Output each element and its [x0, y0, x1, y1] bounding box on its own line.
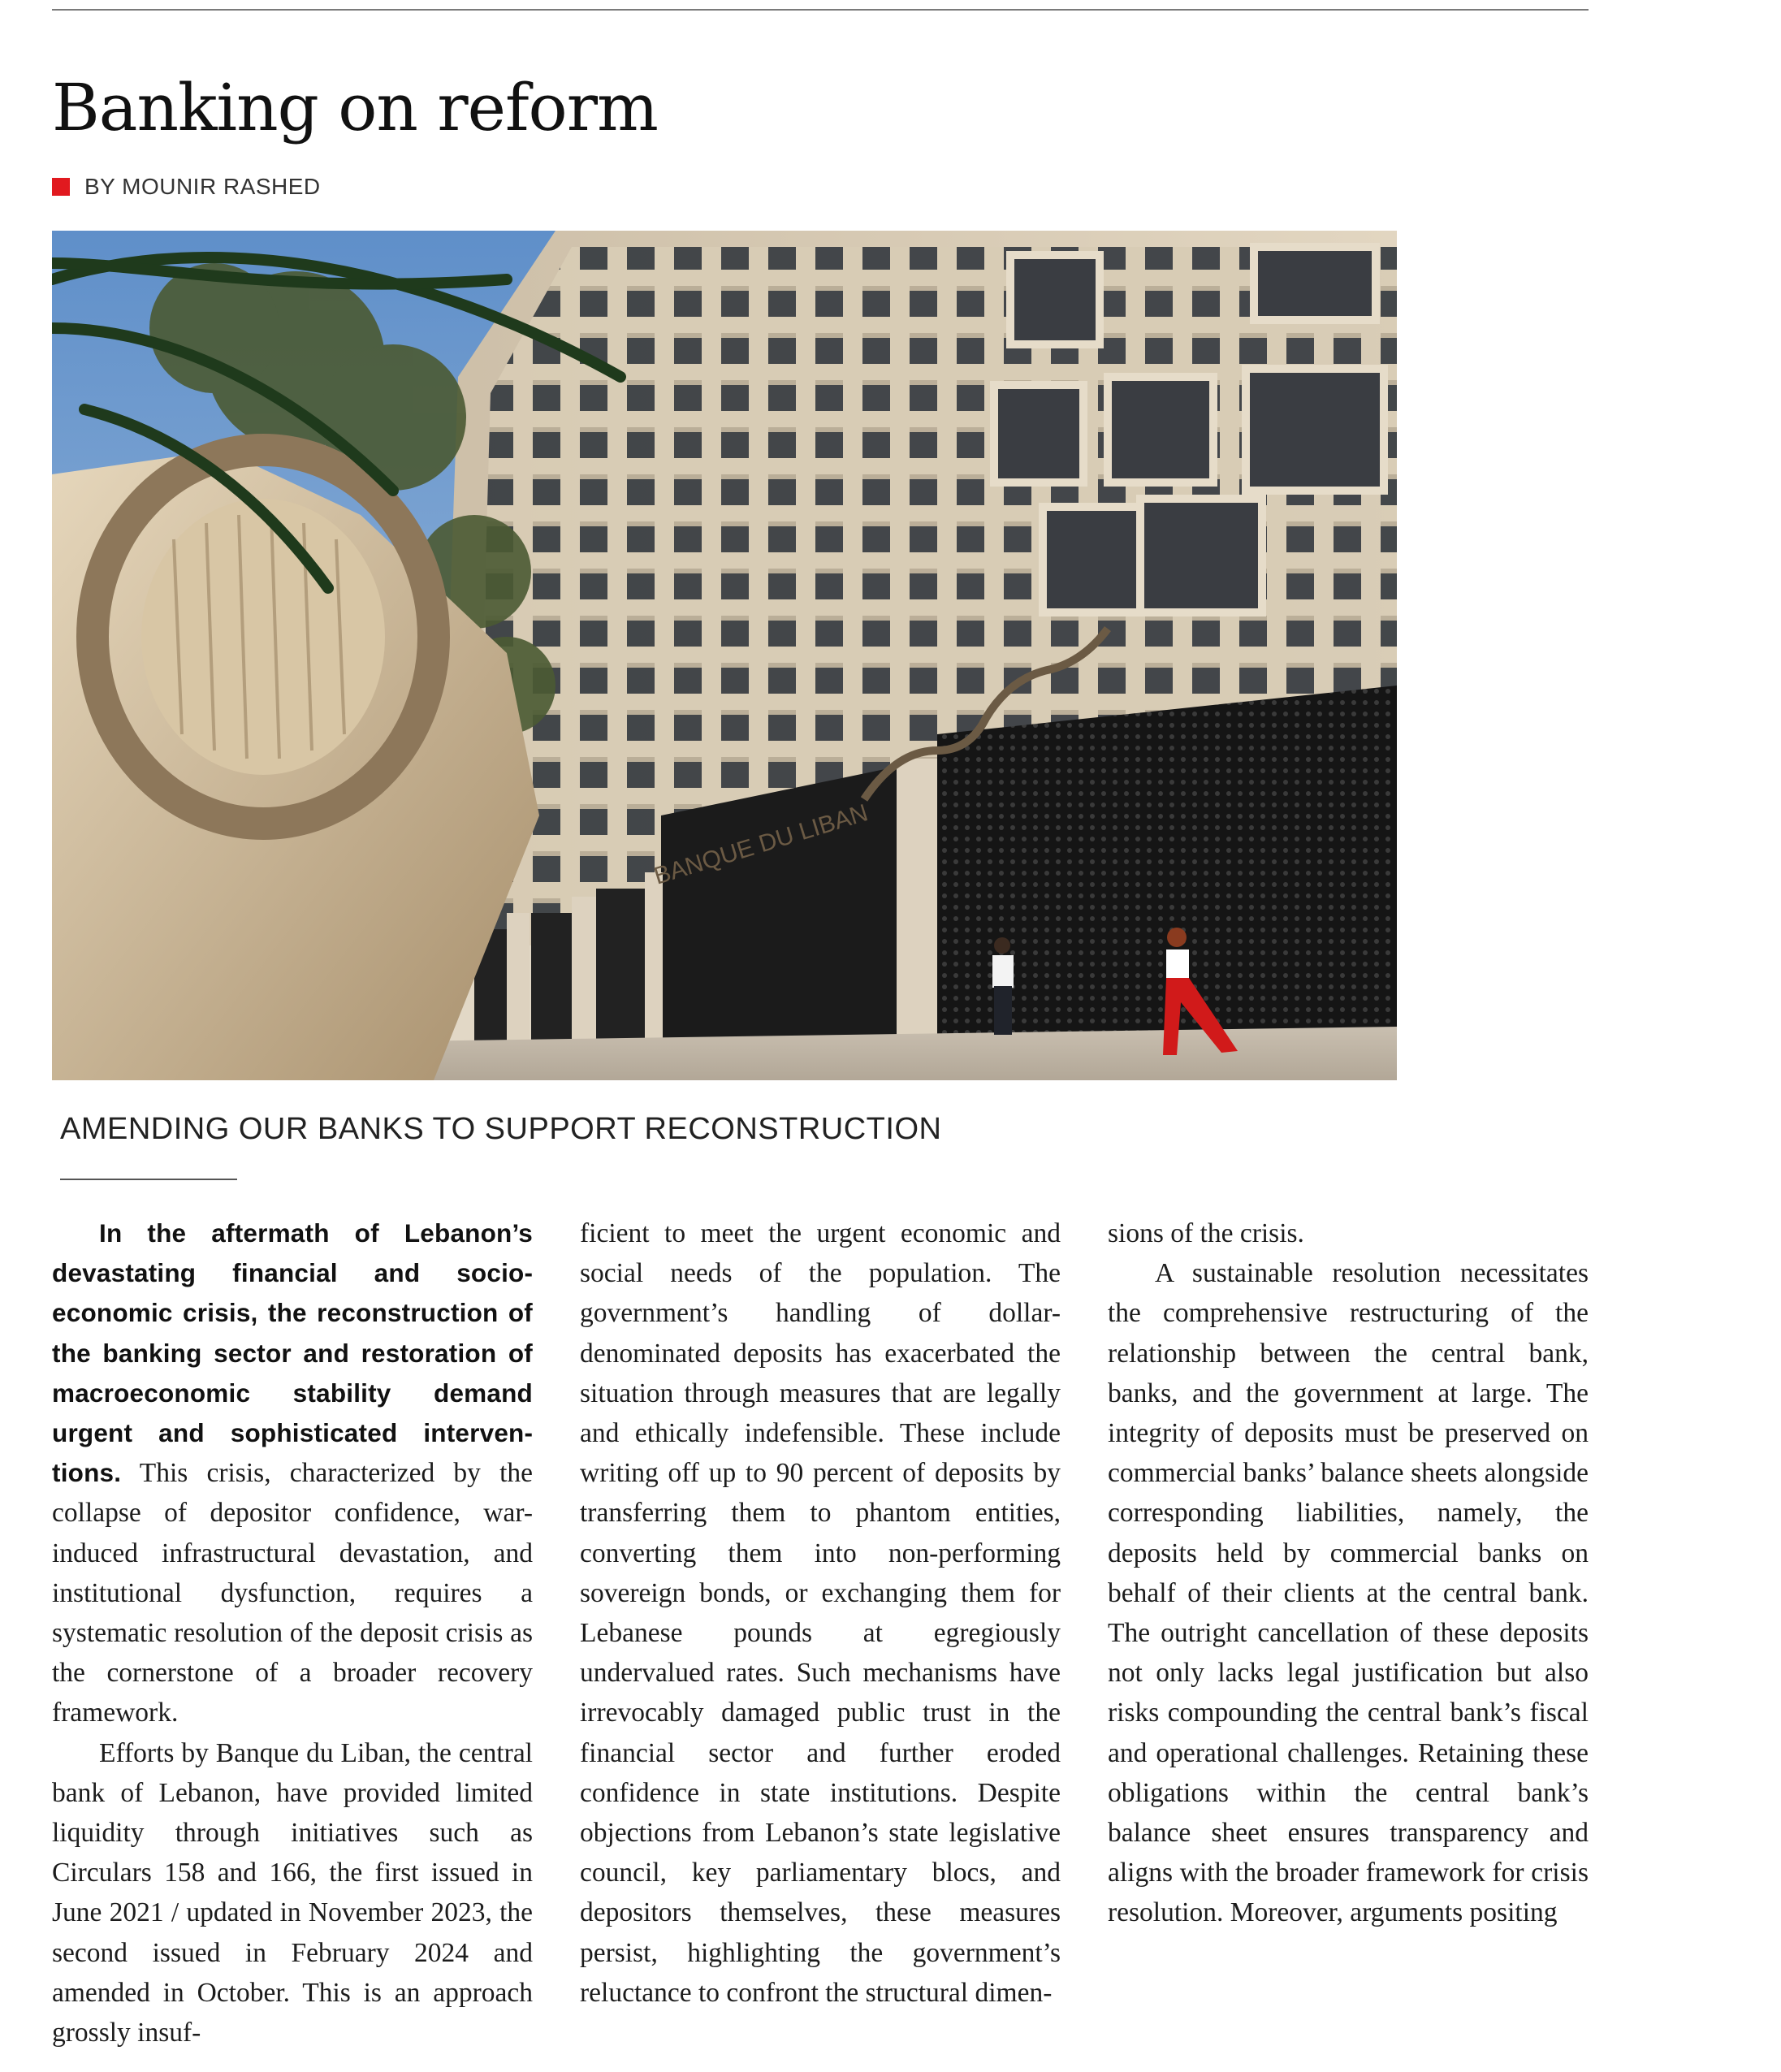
paragraph: A sustainable resolution necessitates the comprehensive restructuring of the relationship between the central bank, banks, and the government at large. The integrity of deposits must be preserved on commercial banks’ balance sheets alongside corresponding liabilities, namely, the deposits held by commercial banks on behalf of their clients at the central bank. The outright cancellation of these deposits not only lacks legal justification but also risks compounding the central bank’s fiscal and operational challenges. Retaining these obligations within the central bank’s balance sheet ensures transparency and aligns with the broader framework for crisis resolution. Moreover, arguments positing [1108, 1258, 1589, 1928]
red-square-marker [52, 178, 70, 196]
article-title: Banking on reform [52, 70, 658, 145]
text-column-1 [52, 1213, 533, 2053]
lead-text: In the aftermath of Lebanon’s devastating financial and socioeconomic crisis, the reconstruction of the banking sector and restoration of macroeconomic stability demand urgent and sophisticated interventions. [52, 1218, 533, 1488]
photo-illustration [52, 231, 1397, 1080]
text-column-2 [580, 1213, 1061, 2013]
paragraph-text: This crisis, characterized by the collapse of depositor confidence, war-induced infrastructural devastation, and institutional dysfunction, requires a systematic resolution of the deposit crisis as the cornerstone of a broader recovery framework. [52, 1458, 533, 1728]
article-deck: AMENDING OUR BANKS TO SUPPORT RECONSTRUCTION [60, 1112, 942, 1146]
deck-rule [60, 1179, 237, 1180]
byline-text: BY MOUNIR RASHED [84, 174, 321, 199]
paragraph: Efforts by Banque du Liban, the central bank of Lebanon, have provided limited liquidity through initiatives such as Circulars 158 and 166, the first issued in June 2021 / updated in November 2023, the second issued in February 2024 and amended in October. This is an approach grossly insuf- [52, 1737, 533, 2048]
banque-du-liban-photo [52, 231, 1397, 1080]
building-sign-text: BANQUE DU LIBAN [651, 799, 871, 890]
top-rule [52, 9, 1589, 11]
text-column-3 [1108, 1213, 1589, 1933]
byline [52, 172, 321, 201]
paragraph: ficient to meet the urgent economic and social needs of the population. The government’s handling of dollar-denominated deposits has exacerbated the situation through measures that are legally and ethically indefensible. These include writing off up to 90 percent of deposits by transferring them to phantom entities, converting them into non-performing sovereign bonds, or exchanging them for Lebanese pounds at egregiously undervalued rates. Such mechanisms have irrevocably damaged public trust in the financial sector and further eroded confidence in state institutions. Despite objections from Lebanon’s state legislative council, key parliamentary blocs, and depositors themselves, these measures persist, highlighting the government’s reluctance to confront the structural dimen- [580, 1218, 1061, 2008]
paragraph [52, 1213, 533, 1733]
paragraph: sions of the crisis. [1108, 1218, 1304, 1248]
